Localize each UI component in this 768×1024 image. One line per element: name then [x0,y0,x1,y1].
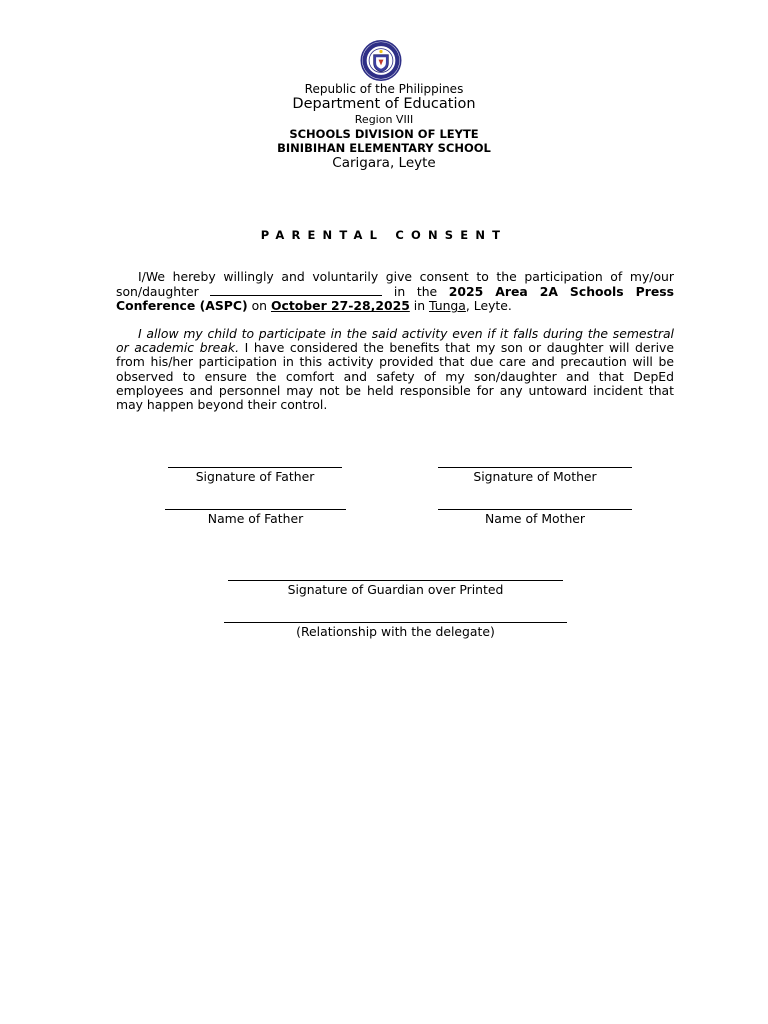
department-line: Department of Education [292,96,476,112]
deped-seal-icon [356,40,406,81]
document-title: PARENTAL CONSENT [260,228,508,242]
waiver-text: I have considered the benefits that my son or daughter will derive from his/her participation in this activity provided that due care and precaution will be observed to ensure the comfort and safety of my son/daughter and that DepEd employees and personnel may not be held responsible for any untoward incident that may happen beyond their control. [116,340,674,413]
consent-text-e: , Leyte. [465,298,512,314]
mother-signature-block[interactable] [438,467,632,484]
father-signature-block[interactable] [168,467,342,484]
father-name-block[interactable] [165,509,346,526]
waiver-paragraph [116,327,674,412]
signature-line [438,467,632,468]
event-venue: Tunga [429,298,466,314]
republic-line: Republic of the Philippines [304,82,464,96]
mother-name-label: Name of Mother [484,511,586,526]
school-line: BINIBIHAN ELEMENTARY SCHOOL [277,141,491,155]
signature-line [168,467,342,468]
consent-paragraph [116,270,674,314]
region-line: Region VIII [354,113,414,126]
signature-line [224,622,567,623]
consent-text-a: I/We hereby willingly and voluntarily give consent to the participation of my/our son/daughter [116,269,674,300]
division-line: SCHOOLS DIVISION OF LEYTE [289,127,479,141]
mother-signature-label: Signature of Mother [473,469,597,484]
signature-line [438,509,632,510]
father-signature-label: Signature of Father [195,469,315,484]
event-name: 2025 Area 2A Schools Press Conference (ASPC) [116,284,674,314]
consent-text-d: in [413,298,426,314]
child-name-blank[interactable] [210,284,382,296]
father-name-label: Name of Father [207,511,304,526]
event-date: October 27-28,2025 [270,298,410,314]
waiver-italic-text: I allow my child to participate in the said activity even if it falls during the semestral or academic break. [116,326,674,356]
relationship-label: (Relationship with the delegate) [296,624,495,639]
guardian-signature-label: Signature of Guardian over Printed [287,582,504,597]
guardian-signature-block[interactable] [228,580,563,597]
consent-text-b: in the [393,284,438,300]
relationship-block[interactable] [224,622,567,639]
signature-line [228,580,563,581]
consent-text-c: on [251,298,268,314]
mother-name-block[interactable] [438,509,632,526]
signature-line [165,509,346,510]
locality-line: Carigara, Leyte [332,155,436,171]
